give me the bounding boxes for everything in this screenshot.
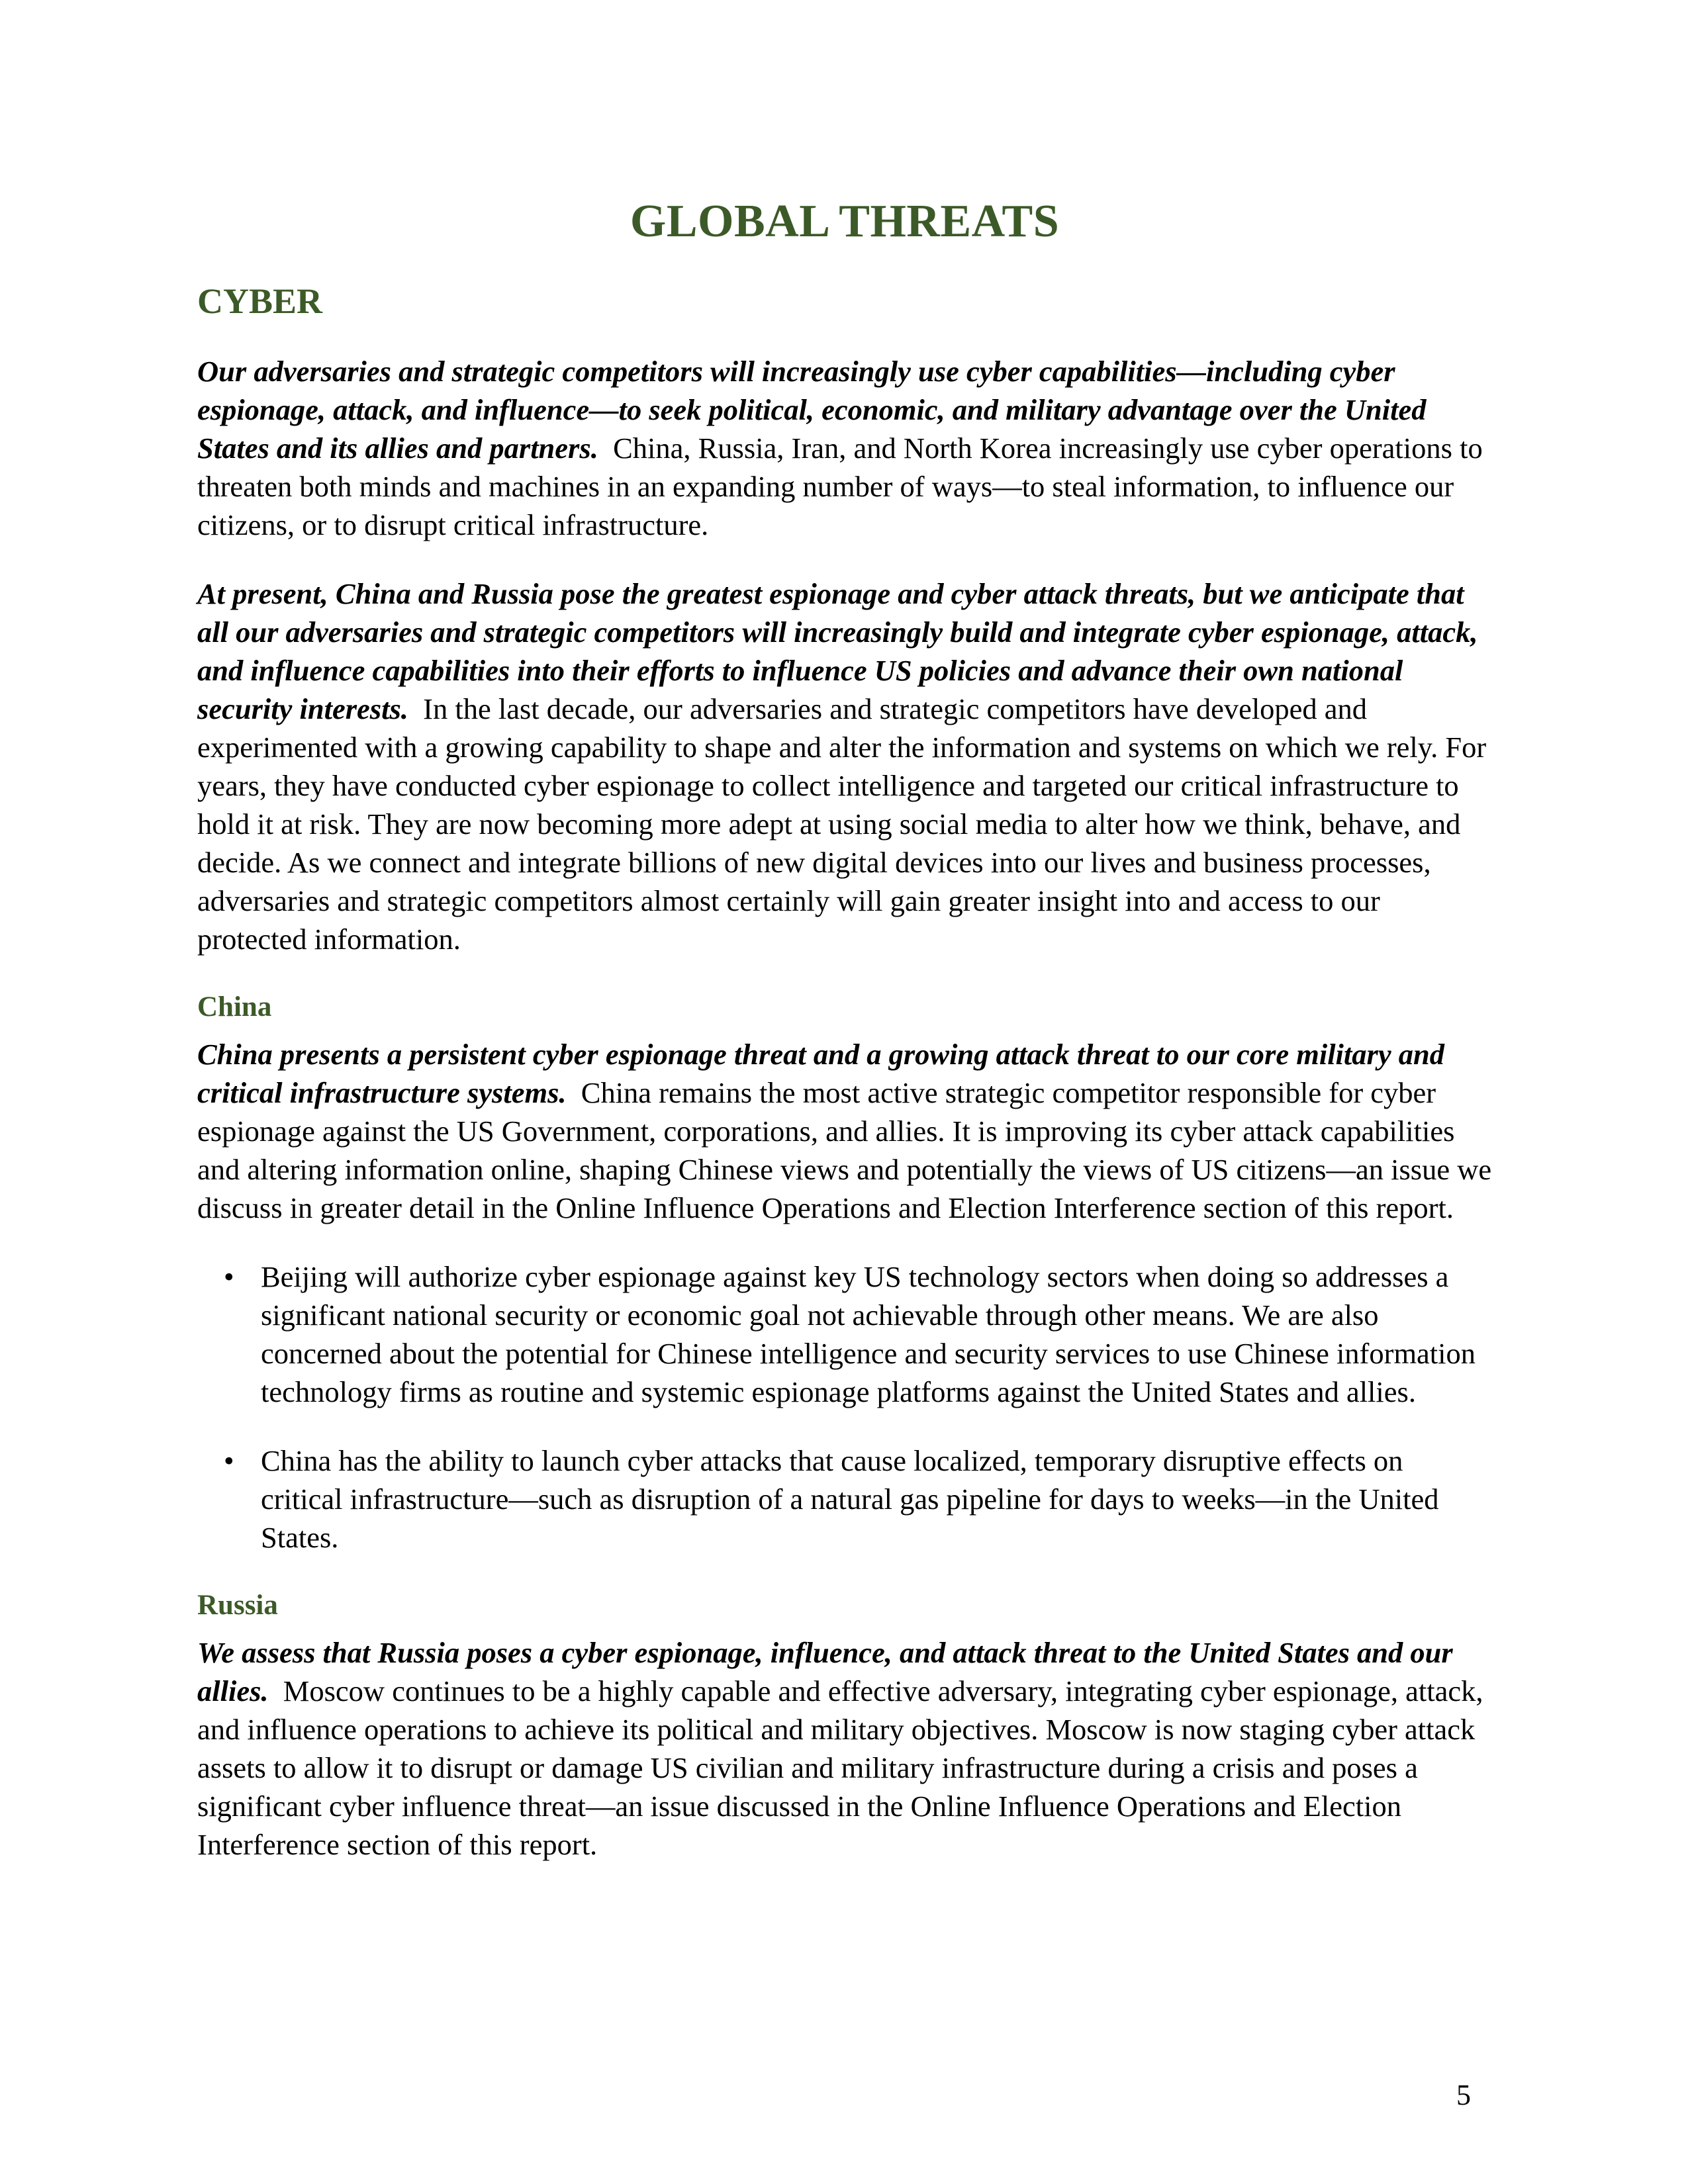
- china-paragraph-body: China remains the most active strategic competitor responsible for cyber espionage against the US Government, corporations, and allies. It is improving its cyber attack capabilities and altering information online, shaping Chinese views and potentially the views of US citizens—an issue we discuss in greater detail in the Online Influence Operations and Election Interference section of this report.: [197, 1076, 1492, 1224]
- page-number: 5: [1456, 2079, 1471, 2111]
- subsection-heading-russia: Russia: [197, 1590, 278, 1621]
- list-item-text: Beijing will authorize cyber espionage against key US technology sectors when doing so addresses a significant national security or economic goal not achievable through other means. We are also concerned about the potential for Chinese intelligence and security services to use Chinese information technology firms as routine and systemic espionage platforms against the United States and allies.: [261, 1260, 1476, 1408]
- russia-paragraph: [197, 1633, 1492, 1864]
- page-title: GLOBAL THREATS: [630, 196, 1060, 247]
- section-heading-cyber: CYBER: [197, 281, 323, 321]
- intro-paragraph-2-lead: At present, China and Russia pose the greatest espionage and cyber attack threats, but we anticipate that all our adversaries and strategic competitors will increasingly build and integrate cyber espionage, attack, and influence capabilities into their efforts to influence US policies and advance their own national security interests.: [197, 577, 1478, 725]
- bullet-icon: •: [224, 1444, 234, 1477]
- bullet-icon: •: [224, 1260, 234, 1293]
- china-bullet-list: [197, 1257, 1492, 1557]
- intro-paragraph-2-body: In the last decade, our adversaries and strategic competitors have developed and experimented with a growing capability to shape and alter the information and systems on which we rely. For years, they have conducted cyber espionage to collect intelligence and targeted our critical infrastructure to hold it at risk. They are now becoming more adept at using social media to alter how we think, behave, and decide. As we connect and integrate billions of new digital devices into our lives and business processes, adversaries and strategic competitors almost certainly will gain greater insight into and access to our protected information.: [197, 692, 1487, 956]
- subsection-heading-china: China: [197, 991, 272, 1023]
- intro-paragraph-1-lead: Our adversaries and strategic competitors will increasingly use cyber capabilities—including cyber espionage, attack, and influence—to seek political, economic, and military advantage over the United States and its allies and partners.: [197, 355, 1427, 465]
- china-paragraph: [197, 1035, 1492, 1227]
- china-paragraph-lead: China presents a persistent cyber espionage threat and a growing attack threat to our core military and critical infrastructure systems.: [197, 1038, 1444, 1109]
- document-page: [197, 192, 1492, 1894]
- intro-paragraph-1: [197, 352, 1492, 544]
- russia-paragraph-body: Moscow continues to be a highly capable and effective adversary, integrating cyber espionage, attack, and influence operations to achieve its political and military objectives. Moscow is now staging cyber attack assets to allow it to disrupt or damage US civilian and military infrastructure during a crisis and poses a significant cyber influence threat—an issue discussed in the Online Influence Operations and Election Interference section of this report.: [197, 1674, 1483, 1861]
- intro-paragraph-2: [197, 574, 1492, 958]
- list-item: [224, 1441, 1492, 1557]
- list-item: [224, 1257, 1492, 1411]
- intro-paragraph-1-body: China, Russia, Iran, and North Korea increasingly use cyber operations to threaten both minds and machines in an expanding number of ways—to steal information, to influence our citizens, or to disrupt critical infrastructure.: [197, 432, 1483, 541]
- list-item-text: China has the ability to launch cyber attacks that cause localized, temporary disruptive effects on critical infrastructure—such as disruption of a natural gas pipeline for days to weeks—in the United States.: [261, 1444, 1439, 1554]
- russia-paragraph-lead: We assess that Russia poses a cyber espionage, influence, and attack threat to the United States and our allies.: [197, 1636, 1453, 1707]
